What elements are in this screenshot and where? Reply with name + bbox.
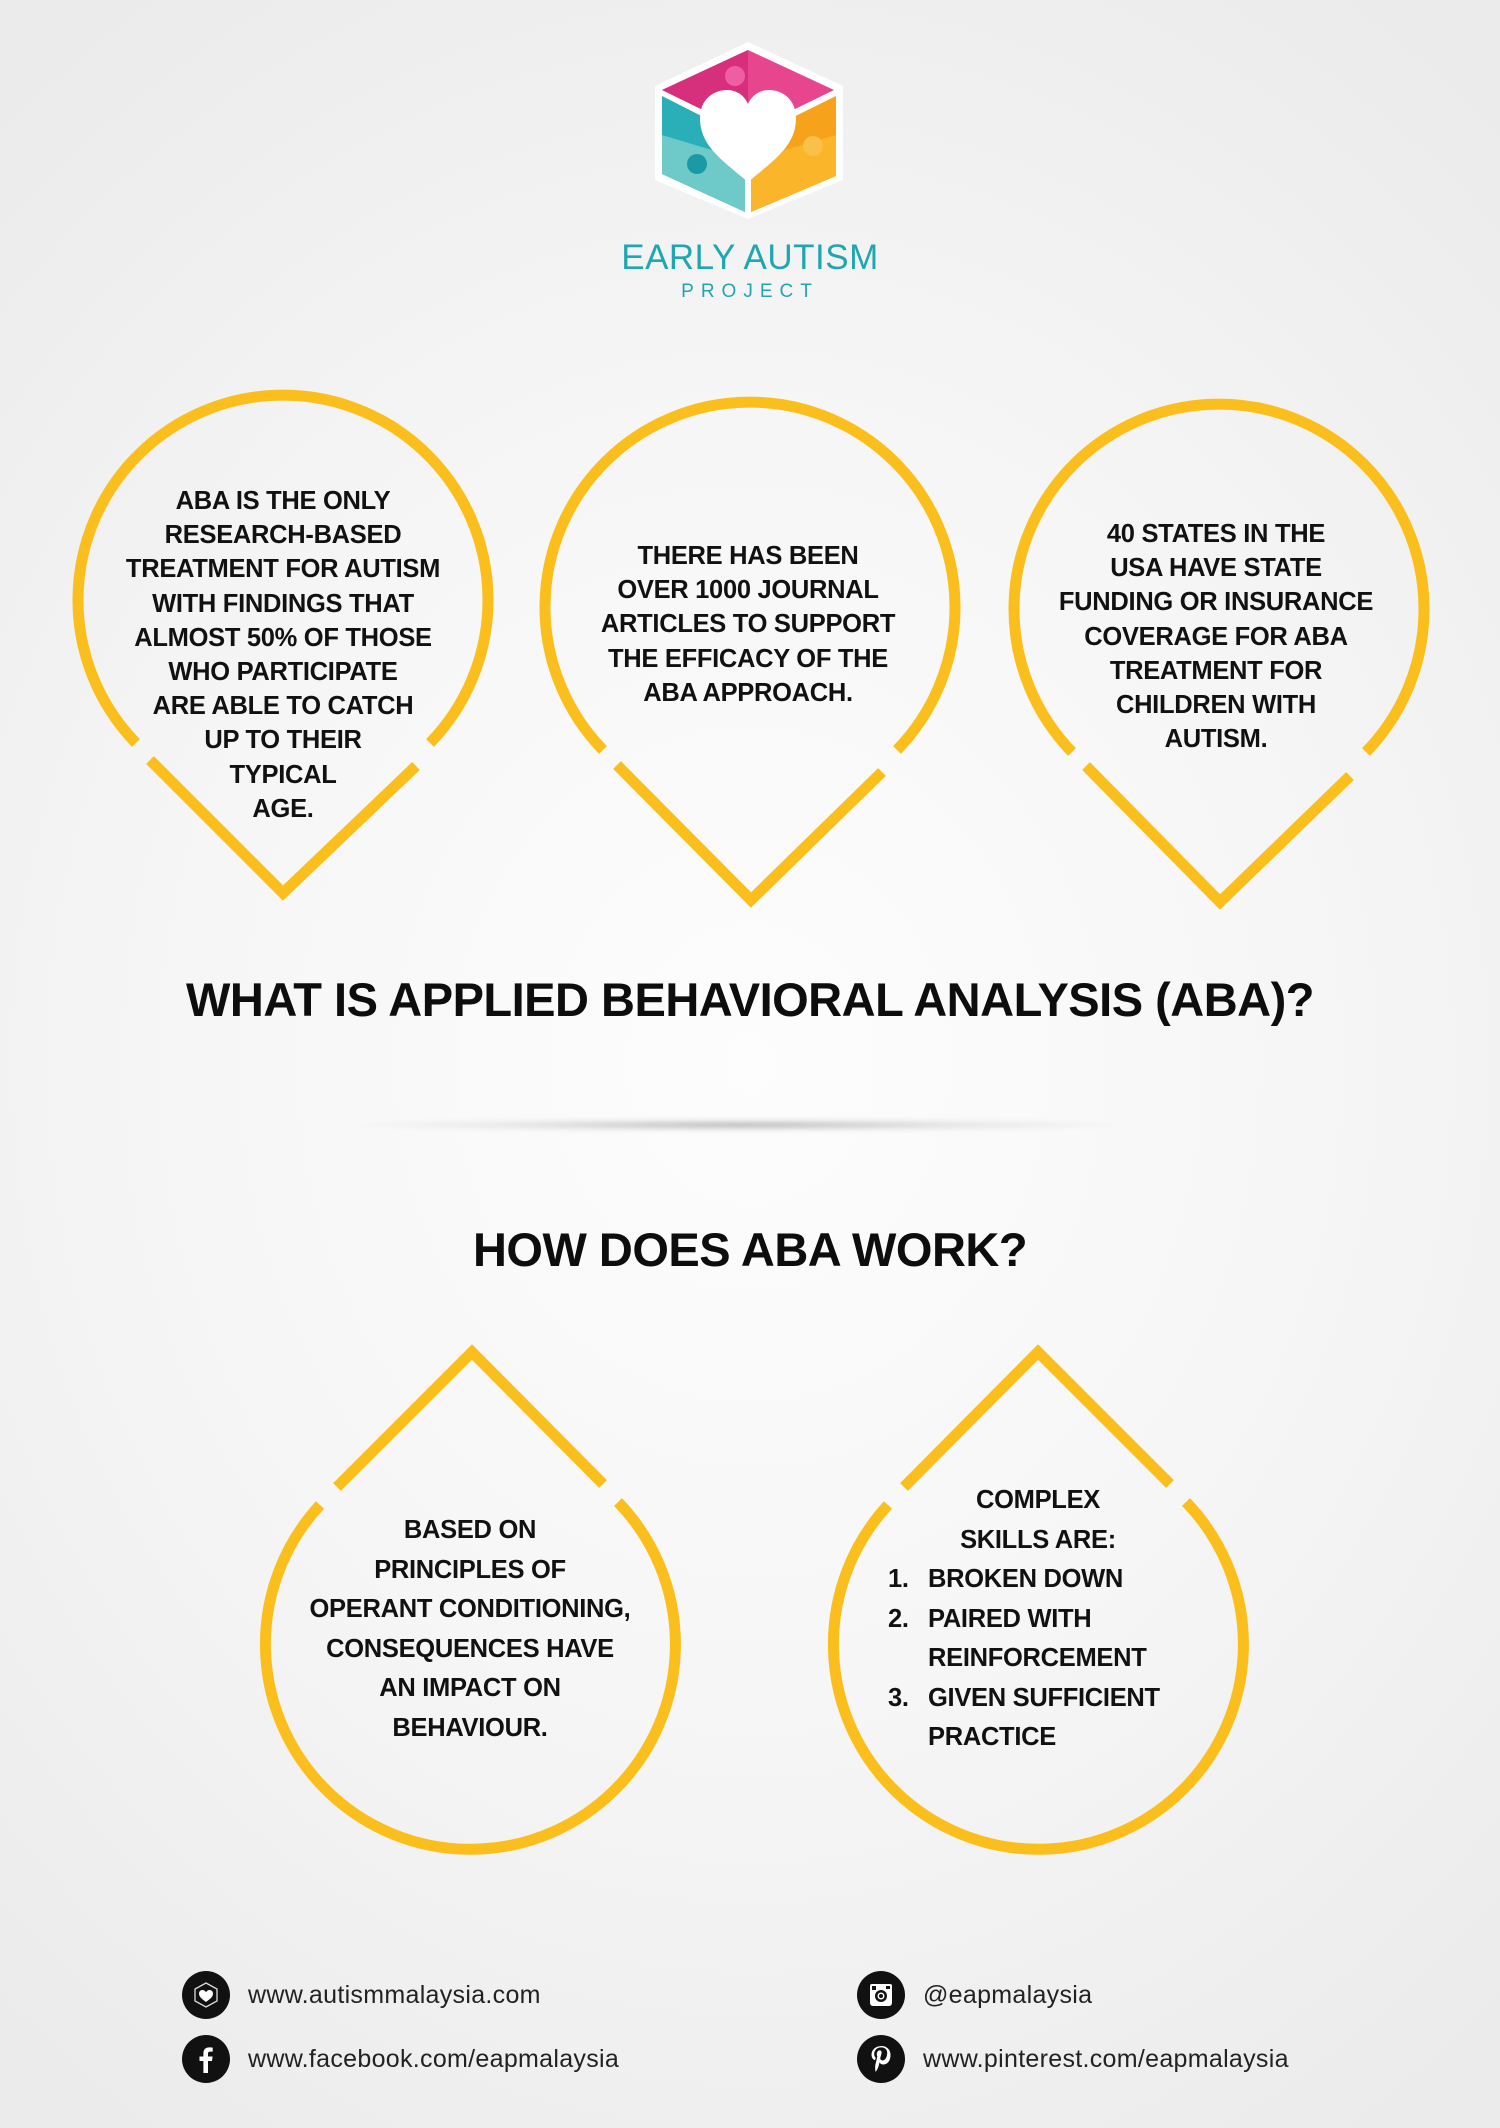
facebook-link[interactable]: www.facebook.com/eapmalaysia xyxy=(248,2044,620,2073)
website-link[interactable]: www.autismmalaysia.com xyxy=(248,1980,541,2009)
list-item-text: REINFORCEMENT xyxy=(928,1644,1147,1672)
pin-tip-3 xyxy=(1086,766,1350,902)
list-item-continuation xyxy=(888,1718,1218,1758)
section-divider xyxy=(340,1118,1140,1132)
fact-2-line: ARTICLES TO SUPPORT xyxy=(600,610,896,639)
list-intro-line: COMPLEX xyxy=(976,1486,1100,1514)
fact-1-line: ARE ABLE TO CATCH xyxy=(152,692,414,721)
heading-what-is-aba: WHAT IS APPLIED BEHAVIORAL ANALYSIS (ABA)? xyxy=(186,973,1314,1026)
list-item-number: 2. xyxy=(888,1604,909,1633)
how-left-line: PRINCIPLES OF xyxy=(374,1555,566,1584)
fact-3-line: FUNDING OR INSURANCE xyxy=(1058,588,1374,617)
list-item xyxy=(888,1560,1218,1600)
contact-pinterest[interactable] xyxy=(857,2032,1289,2086)
fact-2-line: OVER 1000 JOURNAL xyxy=(617,576,879,605)
heading-how-does-aba-work: HOW DOES ABA WORK? xyxy=(472,1223,1028,1276)
list-item-number: 3. xyxy=(888,1683,909,1712)
list-item-continuation xyxy=(888,1639,1218,1679)
drop-tip-2 xyxy=(904,1352,1170,1487)
logo-subtitle: PROJECT xyxy=(681,281,819,302)
fact-3-line: 40 STATES IN THE xyxy=(1106,520,1326,548)
how-left-line: BASED ON xyxy=(403,1516,537,1544)
fact-2-line: ABA APPROACH. xyxy=(643,678,853,707)
fact-2-line: THERE HAS BEEN xyxy=(637,542,859,570)
list-intro xyxy=(858,1481,1218,1560)
contact-facebook[interactable] xyxy=(182,2032,619,2086)
how-left-text xyxy=(270,1511,670,1748)
how-left-line: CONSEQUENCES HAVE xyxy=(326,1634,614,1663)
list-item-text: BROKEN DOWN xyxy=(928,1565,1124,1593)
how-left-line: AN IMPACT ON xyxy=(379,1674,561,1702)
list-item-text: PAIRED WITH xyxy=(928,1604,1092,1633)
logo-title: EARLY AUTISM xyxy=(621,238,879,277)
contact-instagram[interactable] xyxy=(857,1968,1092,2022)
fact-3-line: TREATMENT FOR xyxy=(1109,656,1323,685)
fact-1-line: AGE. xyxy=(252,794,314,823)
pin-tip-2 xyxy=(617,765,882,900)
list-item-number: 1. xyxy=(888,1565,909,1593)
list-item-text: PRACTICE xyxy=(928,1723,1056,1751)
contact-website[interactable] xyxy=(182,1968,541,2022)
list-item-text: GIVEN SUFFICIENT xyxy=(928,1683,1160,1712)
fact-3-text xyxy=(1016,517,1416,756)
list-intro-line: SKILLS ARE: xyxy=(960,1525,1116,1554)
instagram-icon xyxy=(857,1971,905,2019)
how-right-list xyxy=(858,1481,1218,1758)
fact-3-line: AUTISM. xyxy=(1164,725,1268,754)
fact-3-line: COVERAGE FOR ABA xyxy=(1084,622,1348,651)
puzzle-cube-heart-icon xyxy=(655,42,843,219)
fact-3-line: USA HAVE STATE xyxy=(1110,554,1322,583)
list-item xyxy=(888,1600,1218,1640)
fact-1-line: RESEARCH-BASED xyxy=(164,521,402,550)
fact-1-line: TREATMENT FOR AUTISM xyxy=(125,555,441,584)
website-logo-icon xyxy=(182,1971,230,2019)
fact-1-line: ABA IS THE ONLY xyxy=(175,487,391,515)
fact-1-line: UP TO THEIR xyxy=(204,726,362,755)
fact-2-text xyxy=(548,539,948,710)
fact-2-line: THE EFFICACY OF THE xyxy=(607,644,888,673)
list-item xyxy=(888,1679,1218,1719)
fact-1-text xyxy=(83,484,483,826)
fact-1-line: TYPICAL xyxy=(229,760,337,789)
instagram-handle[interactable]: @eapmalaysia xyxy=(923,1980,1093,2009)
facebook-icon xyxy=(182,2035,230,2083)
pinterest-link[interactable]: www.pinterest.com/eapmalaysia xyxy=(923,2044,1289,2073)
fact-1-line: WITH FINDINGS THAT xyxy=(152,589,414,618)
how-left-line: OPERANT CONDITIONING, xyxy=(309,1595,631,1623)
fact-1-line: ALMOST 50% OF THOSE xyxy=(134,623,432,652)
pinterest-icon xyxy=(857,2035,905,2083)
how-left-line: BEHAVIOUR. xyxy=(392,1713,548,1742)
fact-3-line: CHILDREN WITH xyxy=(1115,691,1317,720)
drop-tip-1 xyxy=(337,1352,603,1487)
fact-1-line: WHO PARTICIPATE xyxy=(168,658,398,687)
